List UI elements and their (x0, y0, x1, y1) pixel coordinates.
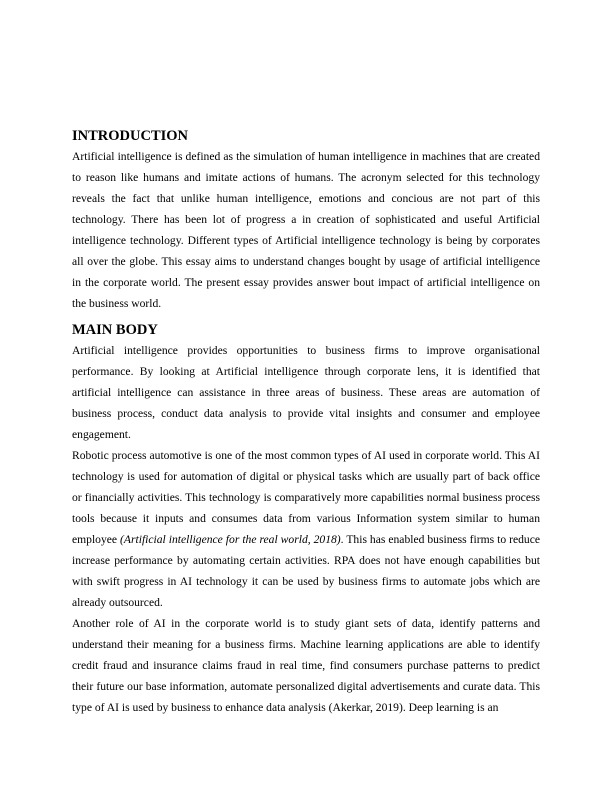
document-page (72, 126, 540, 718)
main-body-paragraph-2 (72, 445, 540, 613)
paragraph-2-text-after: . This has enabled business firms to reduce increase performance by automating certain activities. RPA does not have enough capabilities but with swift progress in AI technology it can be used by business firms to automate jobs which are already outsourced. (72, 533, 540, 609)
main-body-heading: MAIN BODY (72, 322, 158, 338)
main-body-paragraph-3: Another role of AI in the corporate world is to study giant sets of data, identify patterns and understand their meaning for a business firms. Machine learning applications are able to identify credit fraud and insurance claims fraud in real time, find consumers purchase patterns to predict their future our base information, automate personalized digital advertisements and curate data. This type of AI is used by business to enhance data analysis (Akerkar, 2019). Deep learning is an (72, 617, 540, 714)
paragraph-2-text-before: Robotic process automotive is one of the most common types of AI used in corporate world. This AI technology is used for automation of digital or physical tasks which are usually part of back office or financially activities. This technology is comparatively more capabilities normal business process tools because it inputs and consumes data from various Information system similar to human employee (72, 449, 540, 546)
introduction-paragraph: Artificial intelligence is defined as the simulation of human intelligence in machines that are created to reason like humans and imitate actions of humans. The acronym selected for this technology reveals the fact that unlike human intelligence, emotions and concious are not part of this technology. There has been lot of progress a in creation of sophisticated and useful Artificial intelligence technology. Different types of Artificial intelligence technology is being by corporates all over the globe. This essay aims to understand changes bought by usage of artificial intelligence in the corporate world. The present essay provides answer bout impact of artificial intelligence on the business world. (72, 150, 540, 310)
paragraph-2-citation: (Artificial intelligence for the real world, 2018) (120, 533, 341, 546)
main-body-paragraph-1: Artificial intelligence provides opportunities to business firms to improve organisational performance. By looking at Artificial intelligence through corporate lens, it is identified that artificial intelligence can assistance in three areas of business. These areas are automation of business process, conduct data analysis to provide vital insights and consumer and employee engagement. (72, 344, 540, 441)
introduction-heading: INTRODUCTION (72, 128, 189, 144)
